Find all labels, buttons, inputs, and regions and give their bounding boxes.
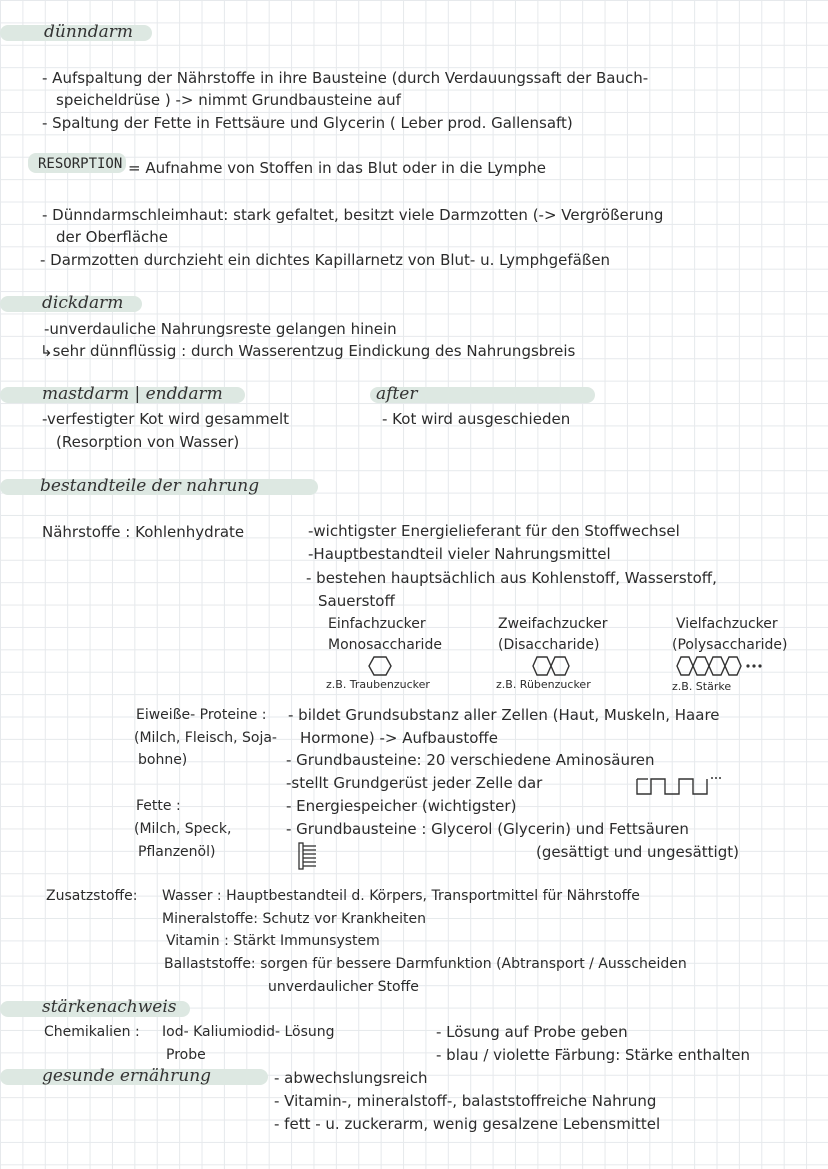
hexagon-single-icon xyxy=(368,656,392,676)
eiweisse-line-4: -stellt Grundgerüst jeder Zelle dar xyxy=(286,774,543,792)
zucker-zweifach-sub: (Disaccharide) xyxy=(498,637,600,653)
hexagon-double-icon xyxy=(532,656,572,676)
resorption-definition: = Aufnahme von Stoffen in das Blut oder in die Lymphe xyxy=(128,159,547,177)
zucker-viel-example: z.B. Stärke xyxy=(672,680,732,693)
eiweisse-line-2: Hormone) -> Aufbaustoffe xyxy=(300,729,498,747)
staerkenachweis-right-1: - Lösung auf Probe geben xyxy=(436,1023,628,1041)
heading-after: after xyxy=(376,384,418,404)
hexagon-chain-icon xyxy=(676,656,776,676)
duenndarm-line-2: speicheldrüse ) -> nimmt Grundbausteine auf xyxy=(56,91,401,109)
after-line-1: - Kot wird ausgeschieden xyxy=(382,410,571,428)
zucker-zweifach-example: z.B. Rübenzucker xyxy=(496,678,591,691)
glycerol-fatty-acid-icon xyxy=(298,842,318,870)
eiweisse-label-2: (Milch, Fleisch, Soja- xyxy=(134,730,277,746)
zusatzstoffe-line-1: Wasser : Hauptbestandteil d. Körpers, Transportmittel für Nährstoffe xyxy=(162,888,640,904)
zucker-viel-sub: (Polysaccharide) xyxy=(672,637,788,653)
kohlenhydrate-line-4: Sauerstoff xyxy=(318,592,395,610)
mastdarm-line-1: -verfestigter Kot wird gesammelt xyxy=(42,410,290,428)
chemikalien-label: Chemikalien : xyxy=(44,1024,140,1040)
zusatzstoffe-line-5: unverdaulicher Stoffe xyxy=(268,979,419,995)
zusatzstoffe-line-4: Ballaststoffe: sorgen für bessere Darmfunktion (Abtransport / Ausscheiden xyxy=(164,956,687,972)
heading-staerkenachweis: stärkenachweis xyxy=(42,997,177,1017)
zusatzstoffe-line-2: Mineralstoffe: Schutz vor Krankheiten xyxy=(162,911,426,927)
zusatzstoffe-label: Zusatzstoffe: xyxy=(46,888,138,904)
eiweisse-line-3: - Grundbausteine: 20 verschiedene Aminosäuren xyxy=(286,751,655,769)
dickdarm-line-1: -unverdauliche Nahrungsreste gelangen hinein xyxy=(44,320,397,338)
zucker-einfach-example: z.B. Traubenzucker xyxy=(326,678,430,691)
heading-dickdarm: dickdarm xyxy=(42,293,124,313)
fette-line-2: - Grundbausteine : Glycerol (Glycerin) und Fettsäuren xyxy=(286,820,689,838)
zucker-viel-name: Vielfachzucker xyxy=(676,616,778,632)
fette-line-3: (gesättigt und ungesättigt) xyxy=(536,843,739,861)
heading-gesund: gesunde ernährung xyxy=(42,1066,212,1086)
mastdarm-line-2: (Resorption von Wasser) xyxy=(56,433,240,451)
heading-bestandteile: bestandteile der nahrung xyxy=(40,476,260,496)
staerkenachweis-right-2: - blau / violette Färbung: Stärke enthalten xyxy=(436,1046,751,1064)
eiweisse-label-3: bohne) xyxy=(138,752,188,768)
heading-duenndarm: dünndarm xyxy=(44,22,133,42)
kohlenhydrate-line-3: - bestehen hauptsächlich aus Kohlenstoff, Wasserstoff, xyxy=(306,569,717,587)
dickdarm-line-2: ↳sehr dünnflüssig : durch Wasserentzug Eindickung des Nahrungsbreis xyxy=(40,342,576,360)
zucker-zweifach-name: Zweifachzucker xyxy=(498,616,608,632)
naehrstoffe-label: Nährstoffe : Kohlenhydrate xyxy=(42,523,245,541)
resorption-label: RESORPTION xyxy=(38,156,123,172)
eiweisse-label-1: Eiweiße- Proteine : xyxy=(136,707,267,723)
schleimhaut-line-1: - Dünndarmschleimhaut: stark gefaltet, besitzt viele Darmzotten (-> Vergrößerung xyxy=(42,206,664,224)
schleimhaut-line-2: der Oberfläche xyxy=(56,228,169,246)
kohlenhydrate-line-1: -wichtigster Energielieferant für den Stoffwechsel xyxy=(308,522,680,540)
kohlenhydrate-line-2: -Hauptbestandteil vieler Nahrungsmittel xyxy=(308,545,611,563)
gesund-line-3: - fett - u. zuckerarm, wenig gesalzene Lebensmittel xyxy=(274,1115,661,1133)
fette-label-2: (Milch, Speck, xyxy=(134,821,232,837)
staerkenachweis-left-2: Probe xyxy=(166,1047,206,1063)
fette-label-3: Pflanzenöl) xyxy=(138,844,216,860)
fette-label-1: Fette : xyxy=(136,798,181,814)
duenndarm-line-1: - Aufspaltung der Nährstoffe in ihre Bausteine (durch Verdauungssaft der Bauch- xyxy=(42,69,649,87)
zucker-einfach-sub: Monosaccharide xyxy=(328,637,442,653)
duenndarm-line-3: - Spaltung der Fette in Fettsäure und Glycerin ( Leber prod. Gallensaft) xyxy=(42,114,573,132)
schleimhaut-line-3: - Darmzotten durchzieht ein dichtes Kapillarnetz von Blut- u. Lymphgefäßen xyxy=(40,251,611,269)
staerkenachweis-left-1: Iod- Kaliumiodid- Lösung xyxy=(162,1024,335,1040)
fette-line-1: - Energiespeicher (wichtigster) xyxy=(286,797,517,815)
zusatzstoffe-line-3: Vitamin : Stärkt Immunsystem xyxy=(166,933,380,949)
eiweisse-line-1: - bildet Grundsubstanz aller Zellen (Haut, Muskeln, Haare xyxy=(288,706,720,724)
gesund-line-1: - abwechslungsreich xyxy=(274,1069,428,1087)
zucker-einfach-name: Einfachzucker xyxy=(328,616,426,632)
amino-acid-chain-icon xyxy=(636,776,722,798)
heading-mastdarm: mastdarm | enddarm xyxy=(42,384,223,404)
gesund-line-2: - Vitamin-, mineralstoff-, balaststoffreiche Nahrung xyxy=(274,1092,657,1110)
